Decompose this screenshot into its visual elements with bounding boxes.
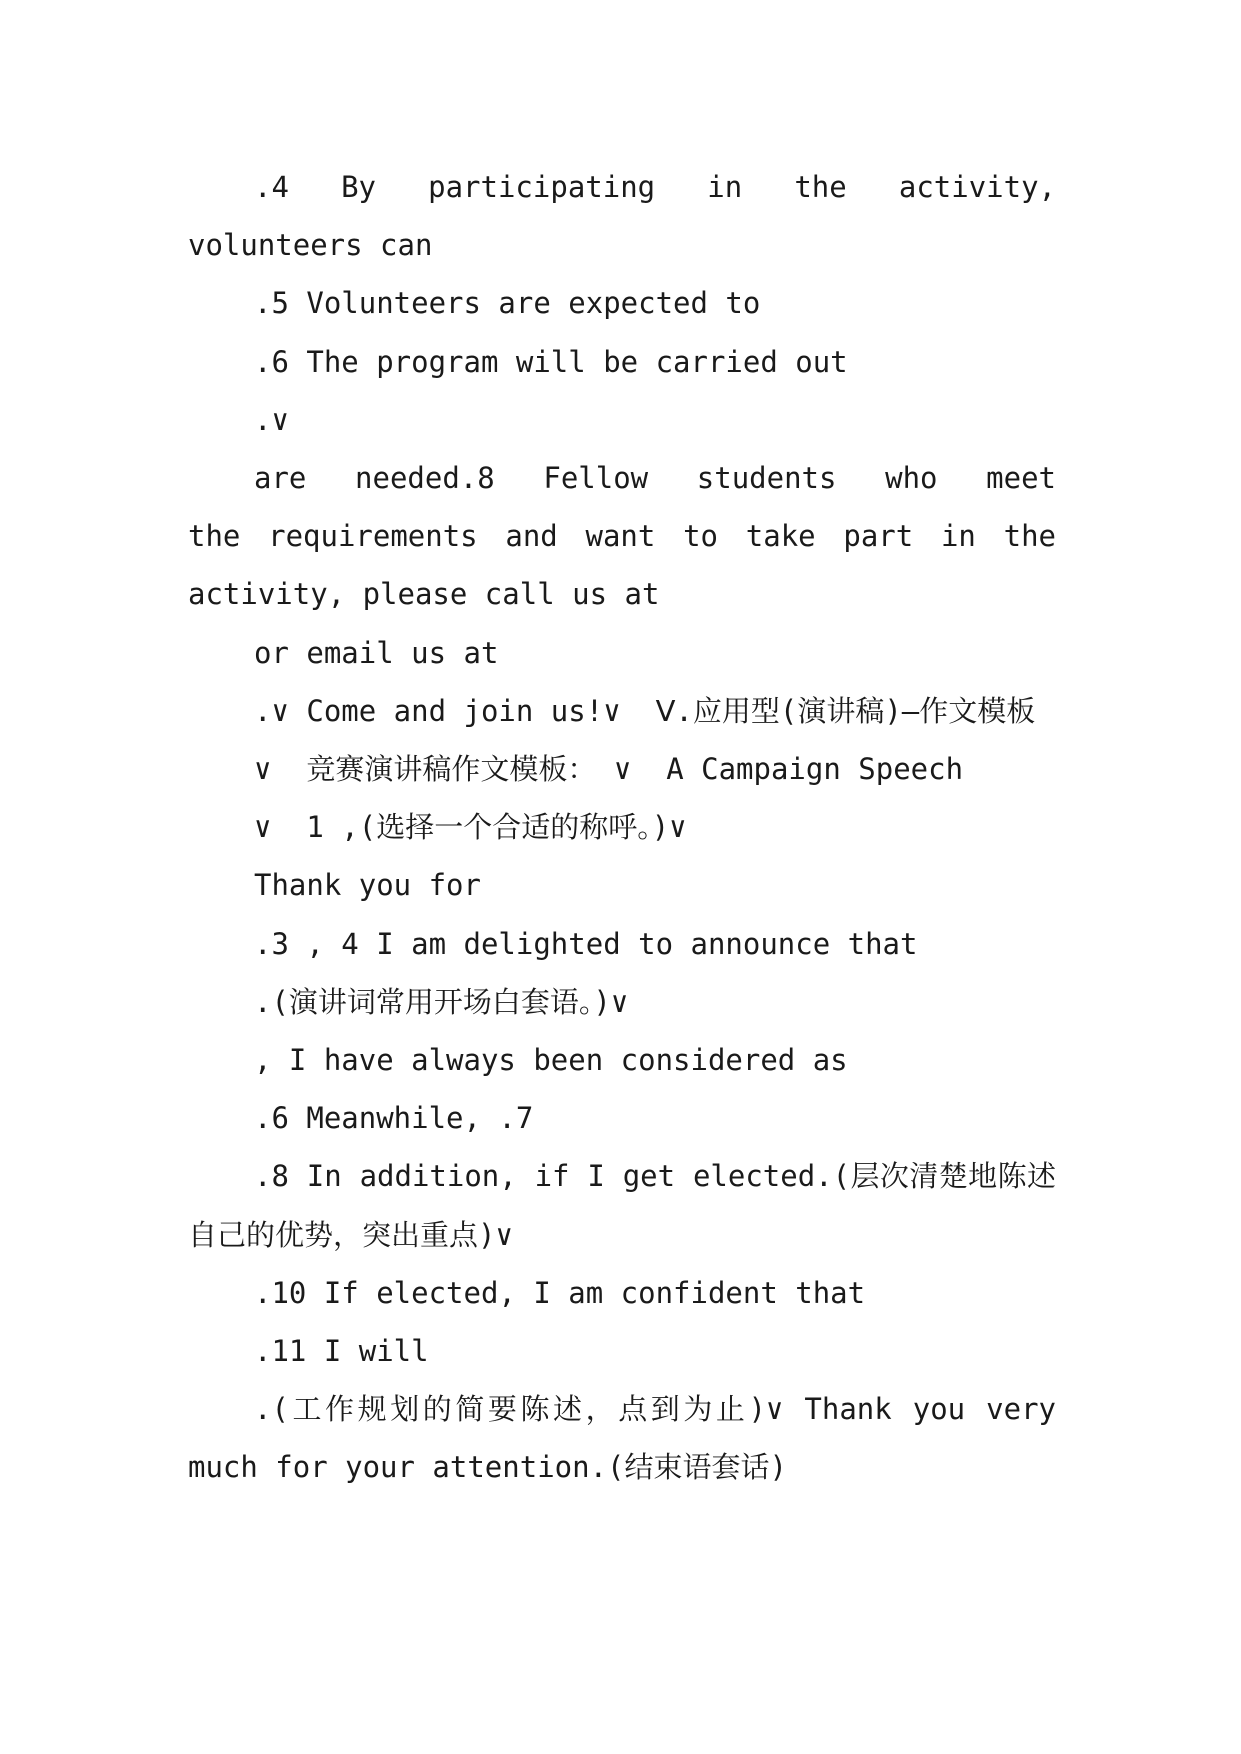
paragraph-email: or email us at <box>254 635 499 670</box>
paragraph-meanwhile: .6 Meanwhile, .7 <box>254 1101 534 1136</box>
paragraph-confident: .10 If elected, I am confident that <box>254 1275 866 1310</box>
paragraph-considered: , I have always been considered as <box>254 1043 848 1078</box>
paragraph-program-time: .6 The program will be carried out <box>254 344 848 379</box>
paragraph-requirements: are needed.8 Fellow students who meet the requirements and want to take part in the activity, please call us at <box>188 461 1091 612</box>
paragraph-in-addition: .8 In addition, if I get elected.(层次清楚地陈述自己的优势，突出重点)∨ <box>188 1159 1056 1252</box>
paragraph-benefits: .4 By participating in the activity, volunteers can <box>188 170 1074 263</box>
paragraph-i-will: .11 I will <box>254 1334 429 1369</box>
paragraph-closing: .(工作规划的简要陈述，点到为止)∨ Thank you very much for your attention.(结束语套话) <box>188 1392 1074 1485</box>
paragraph-template-title: ∨ 竞赛演讲稿作文模板： ∨ A Campaign Speech <box>254 752 964 787</box>
paragraph-section-heading: .∨ Come and join us!∨ Ⅴ.应用型(演讲稿)—作文模板 <box>254 693 1036 728</box>
paragraph-expectations: .5 Volunteers are expected to <box>254 286 761 321</box>
document-body <box>188 158 1091 1497</box>
paragraph-salutation: ∨ 1 ,(选择一个合适的称呼。)∨ <box>254 810 687 845</box>
paragraph-marker: .∨ <box>254 402 289 437</box>
paragraph-opening-note: .(演讲词常用开场白套语。)∨ <box>254 984 629 1019</box>
paragraph-thanks: Thank you for <box>254 868 481 903</box>
paragraph-announcement: .3 , 4 I am delighted to announce that <box>254 926 918 961</box>
